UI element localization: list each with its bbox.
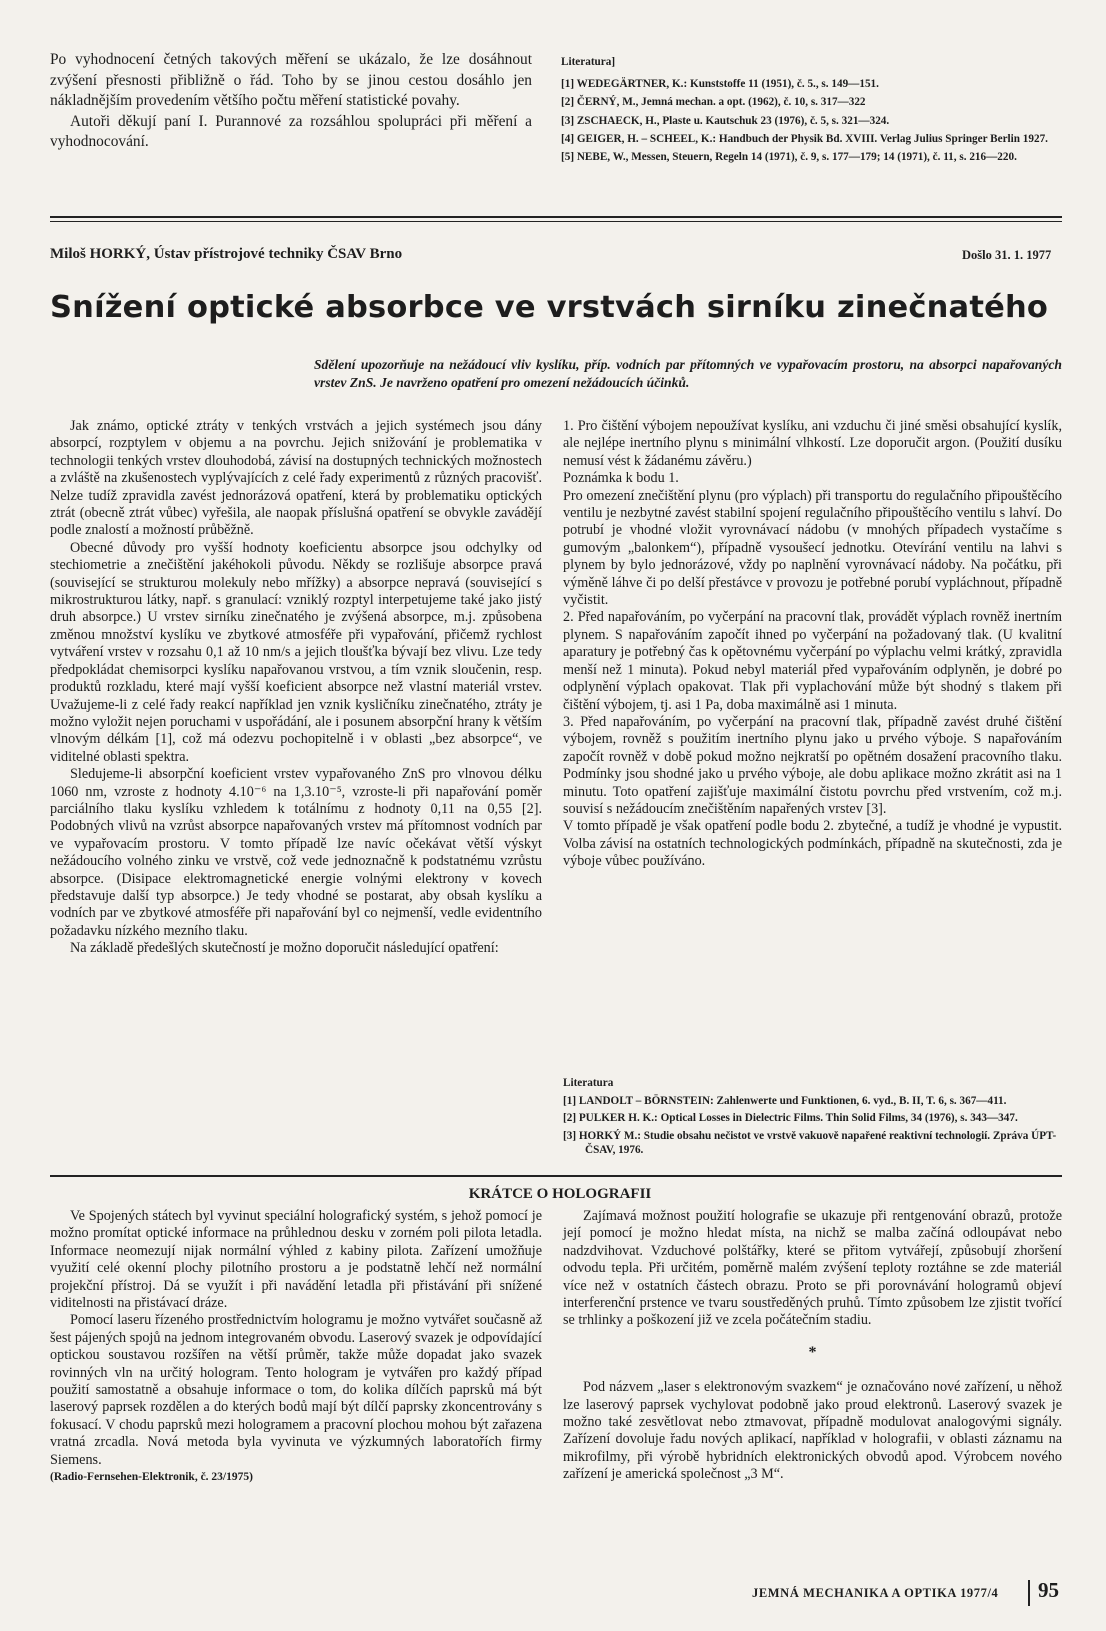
article-author-line: Miloš HORKÝ, Ústav přístrojové techniky ČSAV Brno [50, 246, 403, 262]
body-paragraph: 3. Před napařováním, po vyčerpání na pracovní tlak, případně zavést druhé čištění výbojem, rovněž s použitím inertního plynu jako u prvého výboje. S napařováním započít rovněž v době pokud možno nejkratší po opětném dosažení pracovního tlaku. Podmínky jsou shodné jako u prvého výboje, ale dobu aplikace možno zkrátit asi na 1 minutu. Toto opatření zajišťuje maximální čistotu povrchu před vrstvením, což m.j. souvisí s nežádoucím znečištěním napařených vrstev [3]. [563, 713, 1062, 817]
brief-paragraph: Pomocí laseru řízeného prostřednictvím hologramu je možno vytvářet současně až šest pájených spojů na jednom integrovaném obvodu. Laserový svazek je odpovídající optickou soustavou rozšířen na větší průměr, takže může dopadat jako svazek rovinných vln na určitý hologram. Tento hologram je vytvářen pro každý případ použití samostatně a obsahuje informace o tom, do kolika dílčích paprsků má být laserový paprsek rozdělen a do kterých bodů mají být dílčí paprsky zkoncentrovány s fokusací. V chodu paprsků mezi hologramem a pracovní plochou mohou být zařazena vratná zrcadla. Nová metoda byla vyvinuta ve výzkumných laboratořích firmy Siemens. [50, 1312, 542, 1468]
article-title: Snížení optické absorbce ve vrstvách sirníku zinečnatého [50, 290, 1049, 325]
references-heading: Literatura [563, 1077, 614, 1089]
brief-separator: * [808, 1343, 817, 1361]
acknowledgement-paragraph: Autoři děkují paní I. Purannové za rozsáhlou spolupráci při měření a vyhodnocování. [50, 112, 532, 150]
reference-item: [2] ČERNÝ, M., Jemná mechan. a opt. (1962), č. 10, s. 317—322 [561, 96, 866, 109]
body-paragraph: 1. Pro čištění výbojem nepoužívat kyslíku, ani vzduchu či jiné směsi obsahující kyslík, ale nejlépe inertního plynu s minimální vlhkostí. Lze doporučit argon. (Použití dusíku nemusí vést k žádanému závěru.) [563, 418, 1062, 469]
brief-paragraph: Pod názvem „laser s elektronovým svazkem“ je označováno nové zařízení, u něhož lze laserový paprsek vychylovat podobně jako proud elektronů. Laserový svazek je možno také zesvětlovat nebo ztmavovat, případně modulovat analogovými signály. Zařízení dovoluje řadu nových aplikací, například v holografii, v oblasti záznamu na mikrofilmy, při výrobě hybridních elektronických obvodů apod. Výrobcem nového zařízení je americká společnost „3 M“. [563, 1379, 1062, 1483]
footer-divider [1028, 1580, 1030, 1606]
reference-item: [2] PULKER H. K.: Optical Losses in Dielectric Films. Thin Solid Films, 34 (1976), s. 343—347. [563, 1112, 1018, 1125]
prev-article-ending [50, 50, 532, 153]
reference-item: [4] GEIGER, H. – SCHEEL, K.: Handbuch der Physik Bd. XVIII. Verlag Julius Springer Berlin 1927. [561, 132, 1048, 145]
reference-item: [1] WEDEGÄRTNER, K.: Kunststoffe 11 (1951), č. 5., s. 149—151. [561, 78, 879, 91]
article-references [563, 1076, 1062, 1157]
prev-article-references [561, 55, 1061, 164]
reference-item: [5] NEBE, W., Messen, Steuern, Regeln 14 (1971), č. 9, s. 177—179; 14 (1971), č. 11, s. 216—220. [561, 151, 1017, 164]
section-divider-rule [50, 216, 1062, 218]
body-paragraph: 2. Před napařováním, po vyčerpání na pracovní tlak, provádět výplach rovněž inertním plynem. S napařováním započít ihned po vyčerpání na požadovaný tlak. (U kvalitní aparatury je potřebný čas k opětovnému vyčerpání po výplachu velmi krátký, zpravidla menší než 1 minuta). Pokud nebyl materiál před vypařováním odplyněn, je dobré po odplynění výplach opakovat. Tlak při vyplachování může být shodný s tlakem při čištění výbojem, tj. asi 1 Pa, doba maximálně asi 1 minuta. [563, 609, 1062, 713]
footer-page-number: 95 [1038, 1578, 1059, 1602]
article-abstract: Sdělení upozorňuje na nežádoucí vliv kyslíku, příp. vodních par přítomných ve vypařovacím prostoru, na absorpci napařovaných vrstev ZnS. Je navrženo opatření pro omezení nežádoucích účinků. [314, 357, 1062, 390]
body-paragraph: V tomto případě je však opatření podle bodu 2. zbytečné, a tudíž je vhodné je vypustit. Volba závisí na ostatních technologických podmínkách, případně na skutečnosti, zda je výboje vůbec používáno. [563, 818, 1062, 870]
reference-item: [3] HORKÝ M.: Studie obsahu nečistot ve vrstvě vakuově napařené reaktivní technologií. Zpráva ÚPT-ČSAV, 1976. [563, 1129, 1057, 1156]
section-divider-rule [50, 221, 1062, 222]
body-paragraph: Na základě předešlých skutečností je možno doporučit následující opatření: [70, 940, 499, 957]
article-received-date: Došlo 31. 1. 1977 [962, 248, 1052, 262]
footer-journal-name: JEMNÁ MECHANIKA A OPTIKA 1977/4 [752, 1586, 999, 1600]
prev-article-paragraph: Po vyhodnocení četných takových měření se ukázalo, že lze dosáhnout zvýšení přesnosti přibližně o řád. Toho by se jinou cestou dosáhlo jen nákladnějším provedením většího počtu měření statistické povahy. [50, 51, 532, 109]
article-right-column [563, 418, 1062, 871]
section-divider-rule [50, 1175, 1062, 1177]
body-paragraph: Pro omezení znečištění plynu (pro výplach) při transportu do regulačního připouštěcího ventilu je nezbytné zavést stabilní spojení regulačního připouštěcího ventilu s lahví. Do potrubí je vhodné vložit vyrovnávací nádobu (v mnohých případech vystačíme s gumovým „balonkem“), případně vysoušecí jednotku. Otevírání ventilu na lahvi s plynem by bylo jednorázové, vždy po naplnění vyrovnávací nádoby. Na počátku, při výměně láhve či po delší přestávce v provozu je potřebné porubí vypláchnout, případně vyčistit. [563, 487, 1062, 609]
reference-item: [1] LANDOLT – BÖRNSTEIN: Zahlenwerte und Funktionen, 6. vyd., B. II, T. 6, s. 367—411. [563, 1095, 1007, 1108]
brief-left-column [50, 1208, 542, 1487]
references-heading: Literatura] [561, 56, 616, 68]
brief-right-column [563, 1208, 1062, 1484]
body-paragraph: Jak známo, optické ztráty v tenkých vrstvách a jejich systémech jsou dány absorpcí, rozptylem v objemu a na povrchu. Jejich snižování je problematika v technologii tenkých vrstev dlouhodobá, závisí na dostupných technických možnostech a zvláště na zkušenostech vyplývajících z celé řady experimentů z různých pracovišť. Nelze tudíž zpravidla zavést jednorázová opatření, která by problematiku optických ztrát (obecně ztrát vůbec) vyřešila, ale naopak příslušná opatření se obvykle zavádějí podle znalostí a možností průběžně. [50, 418, 542, 539]
brief-paragraph: Ve Spojených státech byl vyvinut speciální holografický systém, s jehož pomocí je možno promítat optické informace na průhlednou desku v zorném poli pilota letadla. Informace neomezují nijak normální výhled z kabiny pilota. Zařízení umožňuje využití celé okenní plochy pilotního prostoru a je podstatně lehčí než normální projekční přístroj. Dá se využít i při navádění letadla při přistávání při snížené viditelnosti na přistávací dráze. [50, 1208, 542, 1312]
brief-heading: KRÁTCE O HOLOGRAFII [468, 1186, 652, 1202]
brief-source: (Radio-Fernsehen-Elektronik, č. 23/1975) [50, 1471, 253, 1484]
body-paragraph: Sledujeme-li absorpční koeficient vrstev vypařovaného ZnS pro vlnovou délku 1060 nm, vzroste z hodnoty 4.10⁻⁶ na 1,3.10⁻⁵, vzroste-li při napařování poměr parciálního tlaku kyslíku vzhledem k totálnímu z hodnoty 0,11 na 0,55 [2]. Podobných vlivů na vzrůst absorpce napařovaných vrstev má přítomnost vodních par ve vypařovacím prostoru. V tomto případě lze navíc očekávat větší výskyt nežádoucího volného zinku ve vrstvě, což vede jednoznačně k podstatnému vzrůstu absorpce. (Disipace elektromagnetické energie volnými elektrony v kovech představuje další typ absorpce.) Je tedy vhodné se postarat, aby obsah kyslíku a vodních par ve zbytkové atmosféře při napařování byl co nejmenší, vedle evidentního požadavku nízkého mezního tlaku. [50, 766, 542, 939]
body-note-heading: Poznámka k bodu 1. [563, 470, 679, 487]
body-paragraph: Obecné důvody pro vyšší hodnoty koeficientu absorpce jsou odchylky od stechiometrie a znečištění jakéhokoli původu. Někdy se rozlišuje absorpce pravá (související se strukturou molekuly nebo mřížky) a absorpce nepravá (související s mikrostrukturou látky, např. s granulací: vzniklý rozptyl interpetujeme také jako jistý druh absorpce.) U vrstev sirníku zinečnatého je zvýšená absorpce, m.j. způsobena změnou množství kyslíku ve zbytkové atmosféře při vypařování, přičemž rychlost vytváření vrstev v rozsahu 0,1 až 10 nm/s a jejich tloušťka bývají bez vlivu. Lze tedy předpokládat chemisorpci kyslíku napařovanou vrstvou, a tím vznik sloučenin, resp. produktů rozkladu, které mají vyšší koeficient absorpce než vlastní materiál vrstev. Uvažujeme-li z celé řady reakcí například jen vznik kysličníku zinečnatého, ztráty je možno vyložit nejen poruchami v uspořádání, ale i posunem absorpční hrany k větším vlnovým délkám [1], což má odezvu pochopitelně i v oblasti „bez absorpce“, ve viditelné oblasti spektra. [50, 539, 542, 765]
reference-item: [3] ZSCHAECK, H., Plaste u. Kautschuk 23 (1976), č. 5, s. 321—324. [561, 114, 890, 127]
article-left-column [50, 418, 542, 958]
brief-paragraph: Zajímavá možnost použití holografie se ukazuje při rentgenování obrazů, protože její pomocí je možno hledat místa, na nichž se malba začíná odloupávat nebo nadzdvihovat. Vzduchové polštářky, které se přitom vytvářejí, způsobují zhoršení odvodu tepla. Při určitém, poměrně malém zvýšení teploty roztáhne se zde materiál více než v ostatních částech obrazu. Proto se při porovnávání hologramů objeví interferenční prstence ve tvaru soustředěných pruhů. Tímto způsobem lze zjistit tvořící se trhlinky a poškození již ve zcela počátečním stadiu. [563, 1208, 1062, 1329]
